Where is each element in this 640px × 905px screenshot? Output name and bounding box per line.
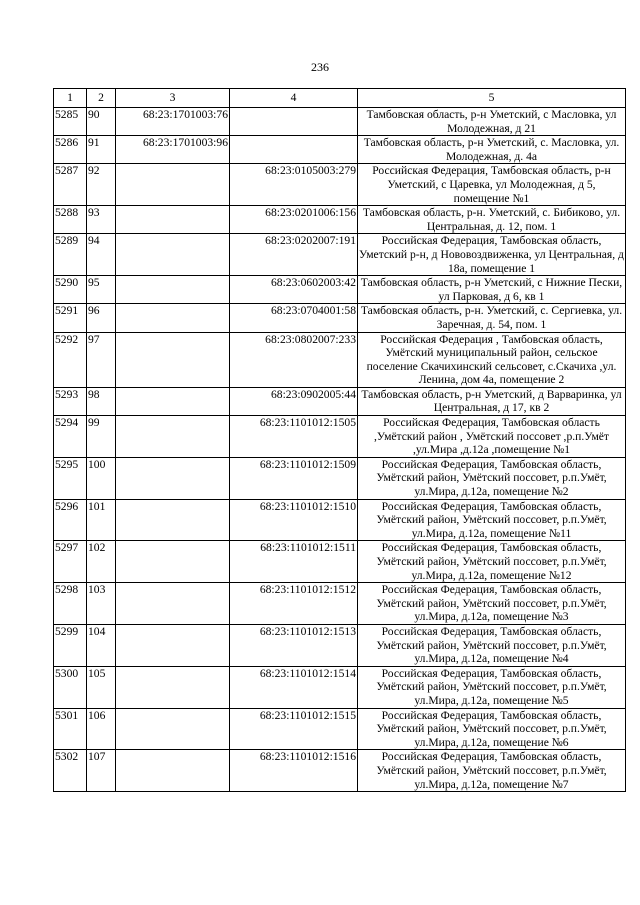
cadastral-number-cell [116, 387, 230, 415]
header-cell-1: 1 [54, 89, 87, 108]
row-number-cell: 5287 [54, 164, 87, 206]
cadastral-number-cell [116, 708, 230, 750]
page-number: 236 [311, 60, 329, 74]
table-row [54, 387, 626, 415]
cadastral-number-cell [116, 541, 230, 583]
table-row [54, 750, 626, 792]
table-row [54, 136, 626, 164]
premises-cadastral-number-cell: 68:23:1101012:1515 [230, 708, 358, 750]
table-row [54, 234, 626, 276]
address-cell: Российская Федерация, Тамбовская область ,Умётский район , Умётский поссовет ,р.п.Умёт ,ул.Мира ,д.12а ,помещение №1 [358, 416, 626, 458]
row-number-cell: 5301 [54, 708, 87, 750]
cadastral-number-cell [116, 624, 230, 666]
premises-cadastral-number-cell: 68:23:1101012:1513 [230, 624, 358, 666]
address-cell: Российская Федерация, Тамбовская область, Умётский район, Умётский поссовет, р.п.Умёт, ул.Мира, д.12а, помещение №5 [358, 666, 626, 708]
address-cell: Российская Федерация, Тамбовская область, Умётский район, Умётский поссовет, р.п.Умёт, ул.Мира, д.12а, помещение №6 [358, 708, 626, 750]
premises-cadastral-number-cell [230, 108, 358, 136]
premises-cadastral-number-cell: 68:23:1101012:1514 [230, 666, 358, 708]
cadastral-number-cell [116, 457, 230, 499]
row-number-cell: 5292 [54, 332, 87, 387]
table-row [54, 206, 626, 234]
table-row [54, 164, 626, 206]
address-cell: Тамбовская область, р-н Уметский, с Масловка, ул Молодежная, д 21 [358, 108, 626, 136]
row-number-cell: 5291 [54, 304, 87, 332]
premises-cadastral-number-cell: 68:23:1101012:1516 [230, 750, 358, 792]
premises-cadastral-number-cell: 68:23:0704001:58 [230, 304, 358, 332]
table-header [54, 89, 626, 108]
local-number-cell: 92 [87, 164, 116, 206]
premises-cadastral-number-cell: 68:23:1101012:1511 [230, 541, 358, 583]
table-row [54, 416, 626, 458]
row-number-cell: 5293 [54, 387, 87, 415]
row-number-cell: 5302 [54, 750, 87, 792]
address-cell: Тамбовская область, р-н Уметский, с Нижние Пески, ул Парковая, д 6, кв 1 [358, 276, 626, 304]
local-number-cell: 103 [87, 583, 116, 625]
row-number-cell: 5297 [54, 541, 87, 583]
table-row [54, 499, 626, 541]
address-cell: Российская Федерация, Тамбовская область, Уметский р-н, д Нововоздвиженка, ул Центральная, д 18а, помещение 1 [359, 234, 624, 275]
table-row [54, 457, 626, 499]
table-row [54, 708, 626, 750]
cadastral-number-cell [116, 416, 230, 458]
row-number-cell: 5285 [54, 108, 87, 136]
row-number-cell: 5288 [54, 206, 87, 234]
table-row [54, 624, 626, 666]
row-number-cell: 5296 [54, 499, 87, 541]
local-number-cell: 90 [87, 108, 116, 136]
local-number-cell: 94 [87, 234, 116, 276]
premises-cadastral-number-cell: 68:23:0602003:42 [230, 276, 358, 304]
local-number-cell: 104 [87, 624, 116, 666]
address-cell: Тамбовская область, р-н. Уметский, с. Бибиково, ул. Центральная, д. 12, пом. 1 [358, 206, 626, 234]
local-number-cell: 102 [87, 541, 116, 583]
row-number-cell: 5290 [54, 276, 87, 304]
row-number-cell: 5299 [54, 624, 87, 666]
table-row [54, 304, 626, 332]
local-number-cell: 105 [87, 666, 116, 708]
header-cell-5: 5 [358, 89, 626, 108]
cadastral-number-cell [116, 206, 230, 234]
local-number-cell: 95 [87, 276, 116, 304]
local-number-cell: 93 [87, 206, 116, 234]
cadastral-number-cell [116, 499, 230, 541]
cadastral-number-cell [116, 666, 230, 708]
table-row [54, 583, 626, 625]
table-row [54, 108, 626, 136]
table-row [54, 332, 626, 387]
header-row [54, 89, 626, 108]
address-cell: Российская Федерация , Тамбовская область, Умётский муниципальный район, сельское поселение Скачихинский сельсовет, с.Скачиха ,ул. Ленина, дом 4а, помещение 2 [358, 332, 626, 387]
cadastral-number-cell [116, 332, 230, 387]
cadastral-number-cell [116, 164, 230, 206]
local-number-cell: 100 [87, 457, 116, 499]
cadastral-number-cell [116, 583, 230, 625]
local-number-cell: 96 [87, 304, 116, 332]
cadastral-number-cell [116, 234, 230, 276]
cadastral-number-cell [116, 304, 230, 332]
local-number-cell: 101 [87, 499, 116, 541]
header-cell-4: 4 [230, 89, 358, 108]
address-cell: Российская Федерация, Тамбовская область, Умётский район, Умётский поссовет, р.п.Умёт, ул.Мира, д.12а, помещение №12 [358, 541, 626, 583]
premises-cadastral-number-cell: 68:23:0802007:233 [230, 332, 358, 387]
premises-cadastral-number-cell: 68:23:0105003:279 [230, 164, 358, 206]
cadastral-number-cell: 68:23:1701003:96 [116, 136, 230, 164]
header-cell-3: 3 [116, 89, 230, 108]
premises-cadastral-number-cell: 68:23:0201006:156 [230, 206, 358, 234]
local-number-cell: 97 [87, 332, 116, 387]
table-row [54, 666, 626, 708]
local-number-cell: 91 [87, 136, 116, 164]
address-cell: Тамбовская область, р-н. Уметский, с. Сергиевка, ул. Заречная, д. 54, пом. 1 [358, 304, 626, 332]
premises-cadastral-number-cell [230, 136, 358, 164]
registry-table [53, 88, 626, 792]
address-cell: Тамбовская область, р-н Уметский, с. Масловка, ул. Молодежная, д. 4а [358, 136, 626, 164]
row-number-cell: 5295 [54, 457, 87, 499]
row-number-cell: 5289 [54, 234, 87, 276]
local-number-cell: 98 [87, 387, 116, 415]
address-cell: Российская Федерация, Тамбовская область, Умётский район, Умётский поссовет, р.п.Умёт, ул.Мира, д.12а, помещение №2 [358, 457, 626, 499]
local-number-cell: 107 [87, 750, 116, 792]
premises-cadastral-number-cell: 68:23:0202007:191 [230, 234, 358, 276]
row-number-cell: 5298 [54, 583, 87, 625]
address-cell: Российская Федерация, Тамбовская область, Умётский район, Умётский поссовет, р.п.Умёт, ул.Мира, д.12а, помещение №11 [358, 499, 626, 541]
row-number-cell: 5300 [54, 666, 87, 708]
cadastral-number-cell: 68:23:1701003:76 [116, 108, 230, 136]
header-cell-2: 2 [87, 89, 116, 108]
table-row [54, 541, 626, 583]
premises-cadastral-number-cell: 68:23:1101012:1509 [230, 457, 358, 499]
address-cell: Российская Федерация, Тамбовская область, Умётский район, Умётский поссовет, р.п.Умёт, ул.Мира, д.12а, помещение №7 [358, 750, 626, 792]
address-cell: Тамбовская область, р-н Уметский, д Варваринка, ул Центральная, д 17, кв 2 [358, 387, 626, 415]
address-cell: Российская Федерация, Тамбовская область, Умётский район, Умётский поссовет, р.п.Умёт, ул.Мира, д.12а, помещение №4 [358, 624, 626, 666]
premises-cadastral-number-cell: 68:23:0902005:44 [230, 387, 358, 415]
row-number-cell: 5294 [54, 416, 87, 458]
address-cell: Российская Федерация, Тамбовская область, р-н Уметский, с Царевка, ул Молодежная, д 5, помещение №1 [358, 164, 626, 206]
premises-cadastral-number-cell: 68:23:1101012:1512 [230, 583, 358, 625]
cadastral-number-cell [116, 750, 230, 792]
premises-cadastral-number-cell: 68:23:1101012:1505 [230, 416, 358, 458]
local-number-cell: 106 [87, 708, 116, 750]
table-body [54, 108, 626, 792]
address-cell: Российская Федерация, Тамбовская область, Умётский район, Умётский поссовет, р.п.Умёт, ул.Мира, д.12а, помещение №3 [358, 583, 626, 625]
table-row [54, 276, 626, 304]
cadastral-number-cell [116, 276, 230, 304]
local-number-cell: 99 [87, 416, 116, 458]
row-number-cell: 5286 [54, 136, 87, 164]
premises-cadastral-number-cell: 68:23:1101012:1510 [230, 499, 358, 541]
